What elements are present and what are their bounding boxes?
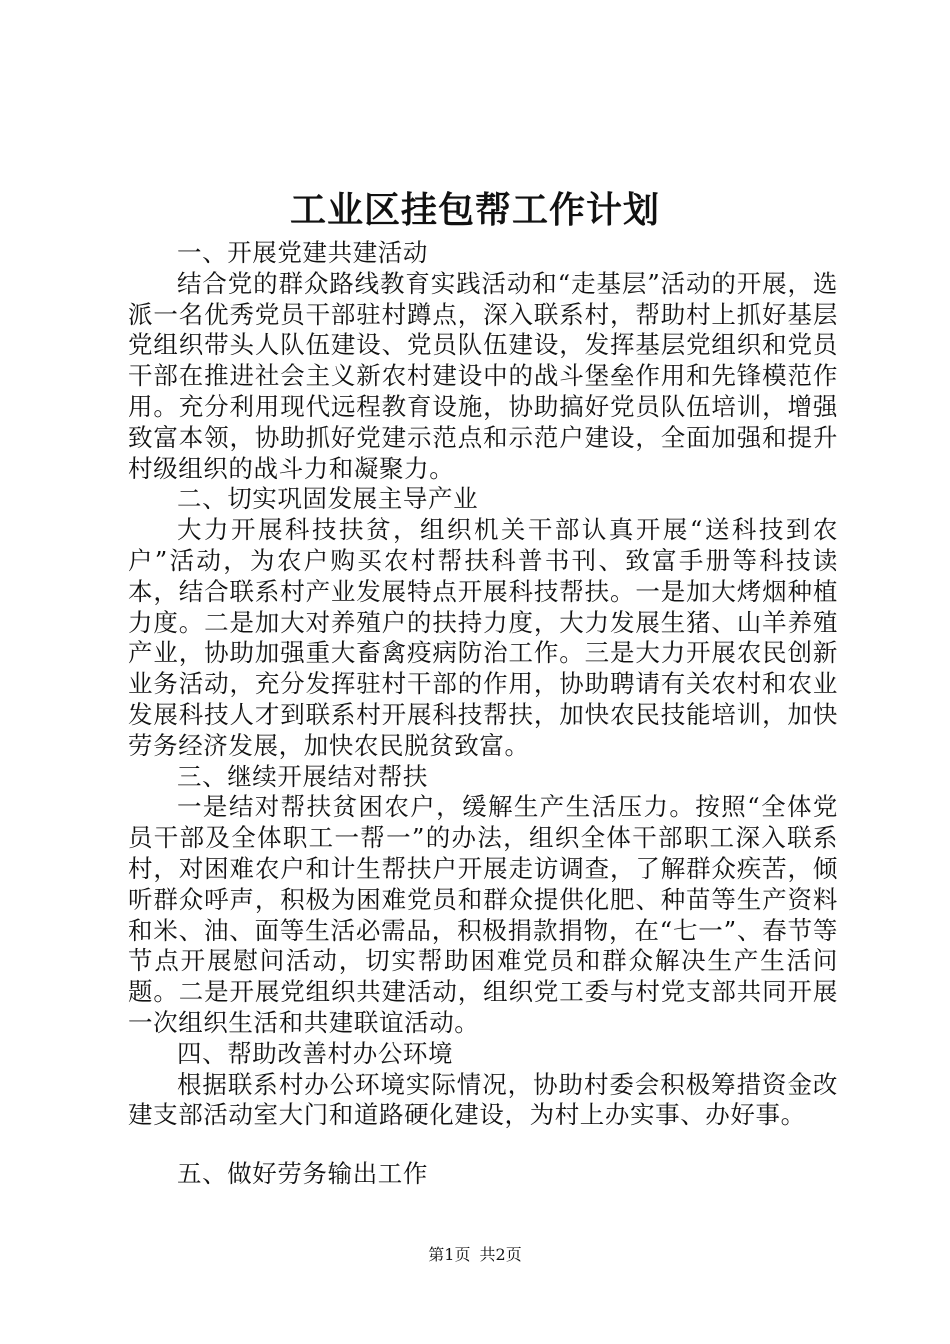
page-indicator: 第1页 共2页 <box>428 1245 522 1264</box>
document-body <box>128 238 838 1190</box>
section-spacer <box>128 1131 838 1159</box>
section-paragraph-2: 大力开展科技扶贫，组织机关干部认真开展“送科技到农户”活动，为农户购买农村帮扶科普书刊、致富手册等科技读本，结合联系村产业发展特点开展科技帮扶。一是加大烤烟种植力度。二是加大对养殖户的扶持力度，大力发展生猪、山羊养殖产业，协助加强重大畜禽疫病防治工作。三是大力开展农民创新业务活动，充分发挥驻村干部的作用，协助聘请有关农村和农业发展科技人才到联系村开展科技帮扶，加快农民技能培训，加快劳务经济发展，加快农民脱贫致富。 <box>128 515 838 760</box>
section-heading-2: 二、切实巩固发展主导产业 <box>177 484 479 514</box>
section-heading-5: 五、做好劳务输出工作 <box>177 1159 428 1189</box>
section-paragraph-1: 结合党的群众路线教育实践活动和“走基层”活动的开展，选派一名优秀党员干部驻村蹲点，深入联系村，帮助村上抓好基层党组织带头人队伍建设、党员队伍建设，发挥基层党组织和党员干部在推进社会主义新农村建设中的战斗堡垒作用和先锋模范作用。充分利用现代远程教育设施，协助搞好党员队伍培训，增强致富本领，协助抓好党建示范点和示范户建设，全面加强和提升村级组织的战斗力和凝聚力。 <box>128 268 838 483</box>
section-heading-4: 四、帮助改善村办公环境 <box>177 1038 454 1068</box>
section-paragraph-3: 一是结对帮扶贫困农户，缓解生产生活压力。按照“全体党员干部及全体职工一帮一”的办法，组织全体干部职工深入联系村，对困难农户和计生帮扶户开展走访调查，了解群众疾苦，倾听群众呼声，积极为困难党员和群众提供化肥、种苗等生产资料和米、油、面等生活必需品，积极捐款捐物，在“七一”、春节等节点开展慰问活动，切实帮助困难党员和群众解决生产生活问题。二是开展党组织共建活动，组织党工委与村党支部共同开展一次组织生活和共建联谊活动。 <box>128 792 838 1037</box>
section-heading-3: 三、继续开展结对帮扶 <box>177 761 428 791</box>
section-paragraph-4: 根据联系村办公环境实际情况，协助村委会积极筹措资金改建支部活动室大门和道路硬化建设，为村上办实事、办好事。 <box>128 1069 838 1130</box>
section-heading-1: 一、开展党建共建活动 <box>177 238 428 267</box>
document-title: 工业区挂包帮工作计划 <box>289 189 660 231</box>
